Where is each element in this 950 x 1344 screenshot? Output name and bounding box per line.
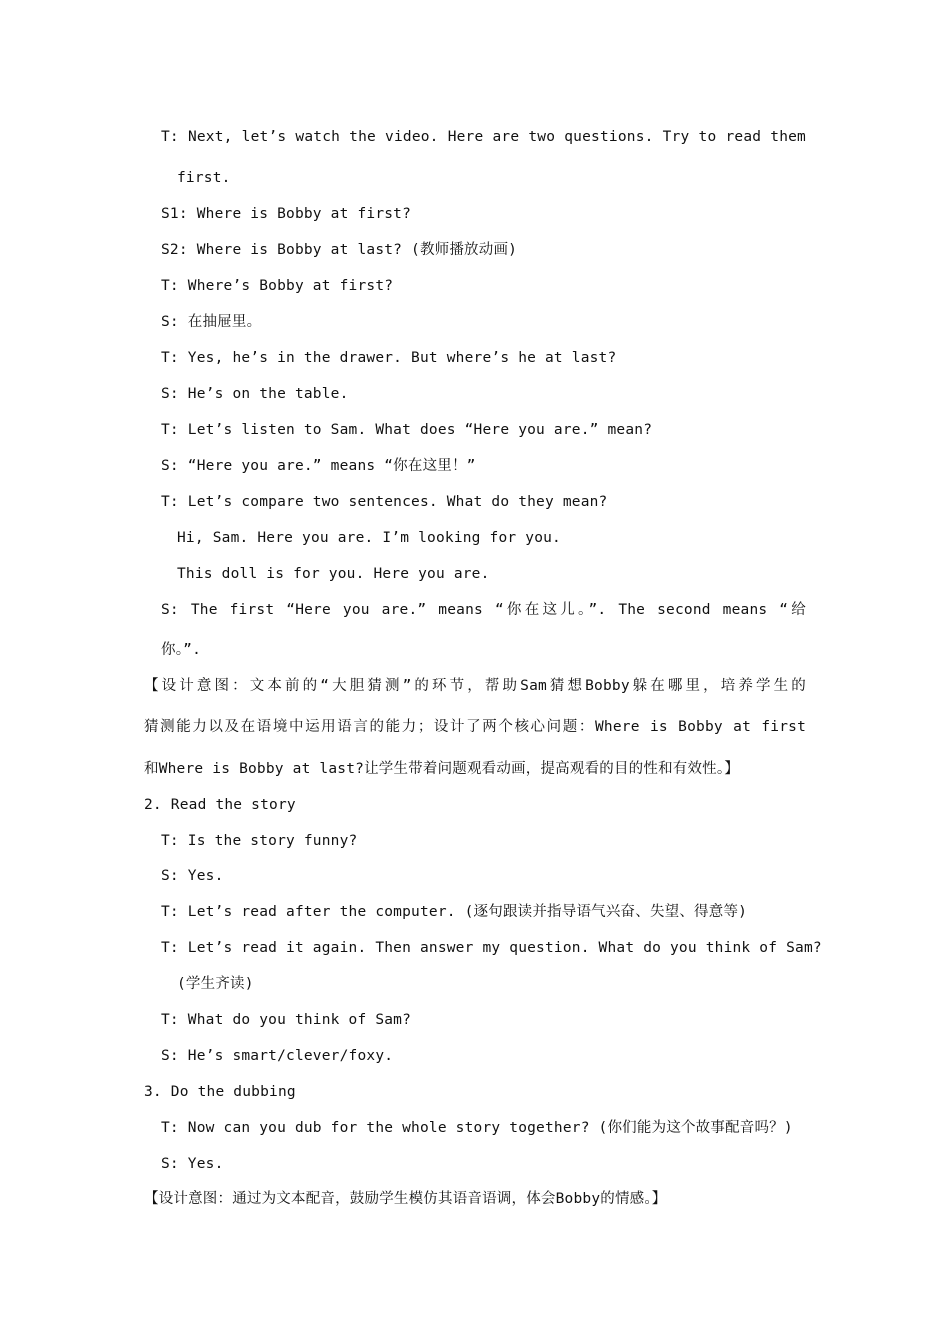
dialogue-line: S: He’s on the table. <box>161 386 349 402</box>
dialogue-line: S2: Where is Bobby at last? (教师播放动画) <box>161 242 518 258</box>
section-heading: 2. Read the story <box>144 797 296 813</box>
design-note: 【设计意图：文本前的“大胆猜测”的环节，帮助Sam猜想Bobby躲在哪里，培养学生的 <box>144 678 806 694</box>
section-heading: 3. Do the dubbing <box>144 1084 296 1100</box>
dialogue-line: T: Next, let’s watch the video. Here are two questions. Try to read them <box>161 129 806 145</box>
design-note: 和Where is Bobby at last?让学生带着问题观看动画，提高观看的目的性和有效性。】 <box>144 761 740 777</box>
dialogue-line: first. <box>177 170 231 186</box>
dialogue-line: T: Let’s read after the computer. (逐句跟读并指导语气兴奋、失望、得意等) <box>161 904 748 920</box>
dialogue-line: T: Yes, he’s in the drawer. But where’s he at last? <box>161 350 617 366</box>
dialogue-line: S: He’s smart/clever/foxy. <box>161 1048 394 1064</box>
dialogue-line: T: Let’s compare two sentences. What do they mean? <box>161 494 608 510</box>
dialogue-line: T: Is the story funny? <box>161 833 358 849</box>
dialogue-line: S1: Where is Bobby at first? <box>161 206 412 222</box>
dialogue-line: S: “Here you are.” means “你在这里！” <box>161 458 476 474</box>
dialogue-line: S: 在抽屉里。 <box>161 314 262 330</box>
dialogue-line: T: Now can you dub for the whole story together? (你们能为这个故事配音吗？) <box>161 1120 793 1136</box>
dialogue-line: T: Where’s Bobby at first? <box>161 278 394 294</box>
design-note: 猜测能力以及在语境中运用语言的能力；设计了两个核心问题：Where is Bobby at first <box>144 719 806 735</box>
dialogue-line: T: Let’s read it again. Then answer my question. What do you think of Sam? <box>161 940 822 956</box>
dialogue-line: T: Let’s listen to Sam. What does “Here you are.” mean? <box>161 422 653 438</box>
design-note: 【设计意图：通过为文本配音，鼓励学生模仿其语音语调，体会Bobby的情感。】 <box>144 1191 667 1207</box>
dialogue-line: T: What do you think of Sam? <box>161 1012 412 1028</box>
dialogue-line: S: Yes. <box>161 868 224 884</box>
dialogue-line: (学生齐读) <box>177 976 254 992</box>
example-sentence: Hi, Sam. Here you are. I’m looking for you. <box>177 530 561 546</box>
dialogue-line: 你。”. <box>161 642 202 658</box>
example-sentence: This doll is for you. Here you are. <box>177 566 490 582</box>
dialogue-line: S: The first “Here you are.” means “你在这儿。”. The second means “给 <box>161 602 806 618</box>
dialogue-line: S: Yes. <box>161 1156 224 1172</box>
